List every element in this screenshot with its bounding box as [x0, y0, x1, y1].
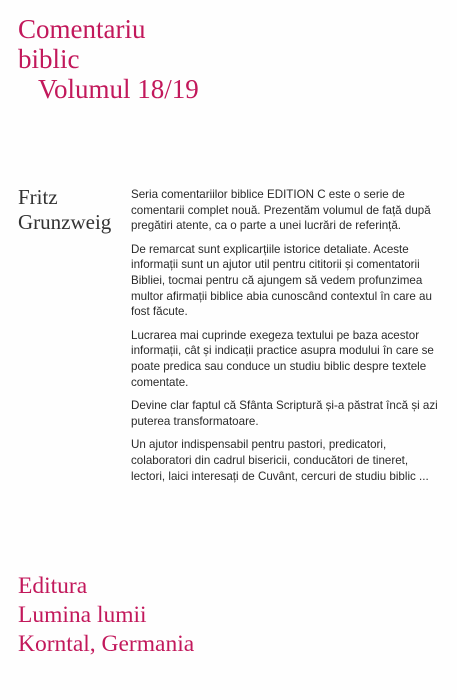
publisher-info — [18, 572, 194, 659]
publisher-label: Editura — [18, 573, 88, 599]
author-name — [18, 185, 111, 235]
series-title-line-1: Comentariu — [18, 14, 146, 44]
author-last-name: Grunzweig — [18, 210, 112, 234]
description-paragraph-5: Un ajutor indispensabil pentru pastori, predicatori, colaboratori din cadrul bisericii, conducători de tineret, lectori, laici interesați de Cuvânt, cercuri de studiu biblic ... — [131, 438, 429, 483]
publisher-location: Korntal, Germania — [18, 631, 195, 657]
series-title — [18, 14, 199, 104]
description-paragraph-3: Lucrarea mai cuprinde exegeza textului pe baza acestor informații, cât și indicații practice asupra modului în care se poate predica sau conduce un studiu biblic despre textele comentate. — [131, 328, 434, 389]
volume-number: Volumul 18/19 — [38, 74, 199, 104]
description-paragraph-2: De remarcat sunt explicarțiile istorice detaliate. Aceste informații sunt un ajutor util pentru cititorii și comentatorii Bibliei, tocmai pentru că ajungem să vedem profunzimea multor afirmații biblice abia cunoscând contextul în care au fost făcute. — [131, 242, 432, 319]
author-first-name: Fritz — [18, 185, 58, 209]
series-title-line-2: biblic — [18, 44, 80, 74]
description-paragraph-4: Devine clar faptul că Sfânta Scriptură și-a păstrat încă și azi puterea transformatoare. — [131, 399, 438, 428]
publisher-name: Lumina lumii — [18, 602, 147, 628]
description-paragraph-1: Seria comentariilor biblice EDITION C este o serie de comentarii complet nouă. Prezentăm volumul de față după pregătiri atente, ca o parte a unei lucrări de referință. — [131, 188, 431, 233]
book-description — [131, 187, 441, 492]
